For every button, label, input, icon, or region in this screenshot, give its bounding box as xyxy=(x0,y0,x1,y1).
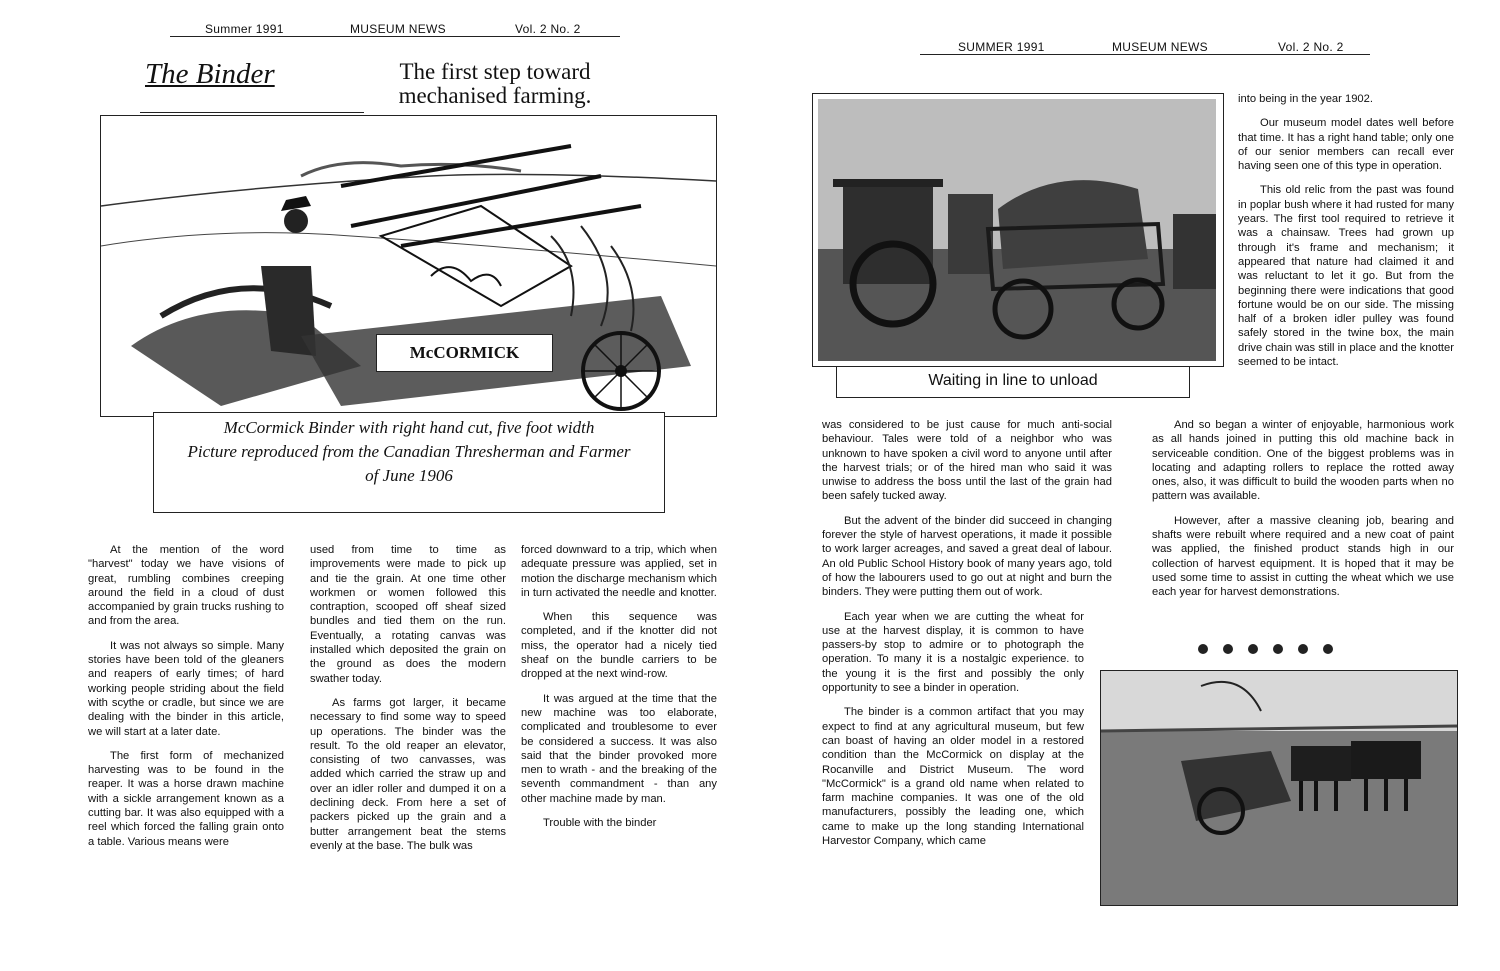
right-header-volume: Vol. 2 No. 2 xyxy=(1278,40,1344,54)
paragraph: was considered to be just cause for much anti-social behaviour. Tales were told of a neighbor who was unknown to have spoken a civil word to anyone until after the harvest trials; or of the hired man who said it was unwise to address the boss until the last of the grain had been safely tucked away. xyxy=(822,419,1112,503)
right-header-season: SUMMER 1991 xyxy=(958,40,1045,54)
paragraph: But the advent of the binder did succeed in changing forever the style of harvest operations, it made it possible to work larger acreages, and saved a great deal of labour. An old Public School History book of many years ago, told of how the labourers used to go out at night and burn the binders. They were putting them out of work. xyxy=(822,514,1112,599)
bullet xyxy=(1323,644,1333,654)
paragraph: It was argued at the time that the new machine was too elaborate, complicated and troublesome to ever be considered a success. It was also said that the binder provoked more men to wrath - and the breaking of the seventh commandment - than any other machine made by man. xyxy=(521,692,717,805)
paragraph: The binder is a common artifact that you may expect to find at any agricultural museum, but few can boast of having an older model in a restored condition than the McCormick on display at the Rocanville and District Museum. The word "McCormick" is a grand old name when related to farm machine companies. It was one of the old manufacturers, possibly the leading one, which came to make up the long standing International Harvestor Company, which came xyxy=(822,706,1084,848)
bullet xyxy=(1223,644,1233,654)
right-column-2-top xyxy=(1238,92,1454,379)
paragraph: At the mention of the word "harvest" today we have visions of great, rumbling combines creeping around the field in a cloud of dust accompanied by grain trucks rushing to and from the area. xyxy=(88,544,284,628)
binder-illustration xyxy=(100,115,717,417)
illustration-caption xyxy=(153,412,665,513)
horse-binder-scene xyxy=(1101,671,1457,905)
paragraph: Trouble with the binder xyxy=(543,817,657,830)
paragraph: And so began a winter of enjoyable, harmonious work as all hands joined in putting this old machine back in serviceable condition. One of the biggest problems was in locating and adapting rollers to replace the rotted away ones, also, it was difficult to build the wooden parts when no pattern was available. xyxy=(1152,419,1454,503)
bullet xyxy=(1298,644,1308,654)
left-page-header xyxy=(170,22,620,37)
mccormick-sign xyxy=(376,334,553,372)
bullet xyxy=(1198,644,1208,654)
right-page-header xyxy=(920,40,1370,55)
paragraph: This old relic from the past was found in poplar bush where it had rusted for many years. The first tool required to retrieve it was a chainsaw. Trees had grown up through it's frame and mechanism; it appeared that nature had claimed it and was reluctant to let it go. But from the beginning there were indications that good fortune would be on our side. The missing half of a broken idler pulley was found safely stored in the twine box, the main drive chain was still in place and the knotter seemed to be intact. xyxy=(1238,184,1454,369)
left-column-1 xyxy=(88,543,284,859)
photo-frame xyxy=(812,93,1224,367)
left-header-title: MUSEUM NEWS xyxy=(350,22,446,36)
right-column-1 xyxy=(822,418,1112,858)
right-column-2-bottom xyxy=(1152,418,1454,610)
horse-drawn-binder-photo xyxy=(1100,670,1458,906)
left-column-2 xyxy=(310,543,506,863)
bullet xyxy=(1273,644,1283,654)
subtitle-line-2: mechanised farming. xyxy=(398,83,592,108)
caption-line-3: of June 1906 xyxy=(365,466,453,485)
left-header-season: Summer 1991 xyxy=(205,22,284,36)
paragraph: Each year when we are cutting the wheat for use at the harvest display, it is common to have passers-by stop to admire or to photograph the operation. To many it is a nostalgic experience. to the young it is the first and possibly the only opportunity to see a binder in operation. xyxy=(822,610,1084,695)
subtitle-line-1: The first step toward xyxy=(399,59,591,84)
photo-caption: Waiting in line to unload xyxy=(928,372,1098,389)
article-subtitle xyxy=(365,60,625,108)
left-column-3 xyxy=(521,543,717,840)
bullet xyxy=(1248,644,1258,654)
paragraph: The first form of mechanized harvesting was to be found in the reaper. It was a horse drawn machine with a sickle arrangement known as a cutting bar. It was also equipped with a reel which forced the falling grain onto a table. Various means were xyxy=(88,749,284,848)
paragraph: It was not always so simple. Many stories have been told of the gleaners and reapers of early times; of hard working people striding about the field with scythe or cradle, but since we are dealing with the binder in this article, we will start at a later date. xyxy=(88,639,284,738)
caption-line-2: Picture reproduced from the Canadian Thresherman and Farmer xyxy=(187,442,631,461)
section-divider-bullets xyxy=(1198,641,1348,659)
right-header-title: MUSEUM NEWS xyxy=(1112,40,1208,54)
paragraph: Our museum model dates well before that time. It has a right hand table; only one of our senior members can recall ever having seen one of this type in operation. xyxy=(1238,117,1454,173)
left-header-volume: Vol. 2 No. 2 xyxy=(515,22,581,36)
paragraph: As farms got larger, it became necessary to find some way to speed up operations. The binder was the result. To the old reaper an elevator, consisting of two canvasses, was added which carried the straw up and over an idler roller and dumped it on a declining deck. From here a set of packers picked up the grain and a butter arrangement beat the stems evenly at the base. The bulk was xyxy=(310,696,506,852)
harvest-wagon-photo xyxy=(818,99,1216,361)
paragraph: into being in the year 1902. xyxy=(1238,93,1373,105)
paragraph: used from time to time as improvements were made to pick up and tie the grain. At one time other workmen or women followed this contraption, scooped off sheaf sized bundles and tied them on the run. Eventually, a rotating canvas was installed which deposited the grain on the ground as does the modern swather today. xyxy=(310,544,506,685)
mccormick-sign-text: McCORMICK xyxy=(409,343,520,362)
paragraph: forced downward to a trip, which when adequate pressure was applied, set in motion the discharge mechanism which in turn activated the needle and knotter. xyxy=(521,544,717,599)
caption-line-1: McCormick Binder with right hand cut, five foot width xyxy=(223,418,595,437)
harvest-wagon-scene xyxy=(818,99,1216,361)
article-title: The Binder xyxy=(145,58,275,90)
title-rule xyxy=(140,112,364,113)
paragraph: However, after a massive cleaning job, bearing and shafts were rebuilt where required and a new coat of paint was applied, the finished product stands high in our collection of harvest equipment. It is hoped that it may be used some time to assist in cutting the wheat which we use each year for harvest demonstrations. xyxy=(1152,514,1454,599)
photo-caption-box xyxy=(836,366,1190,398)
paragraph: When this sequence was completed, and if the knotter did not miss, the operator had a nicely tied sheaf on the bundle carriers to be dropped at the next wind-row. xyxy=(521,611,717,681)
